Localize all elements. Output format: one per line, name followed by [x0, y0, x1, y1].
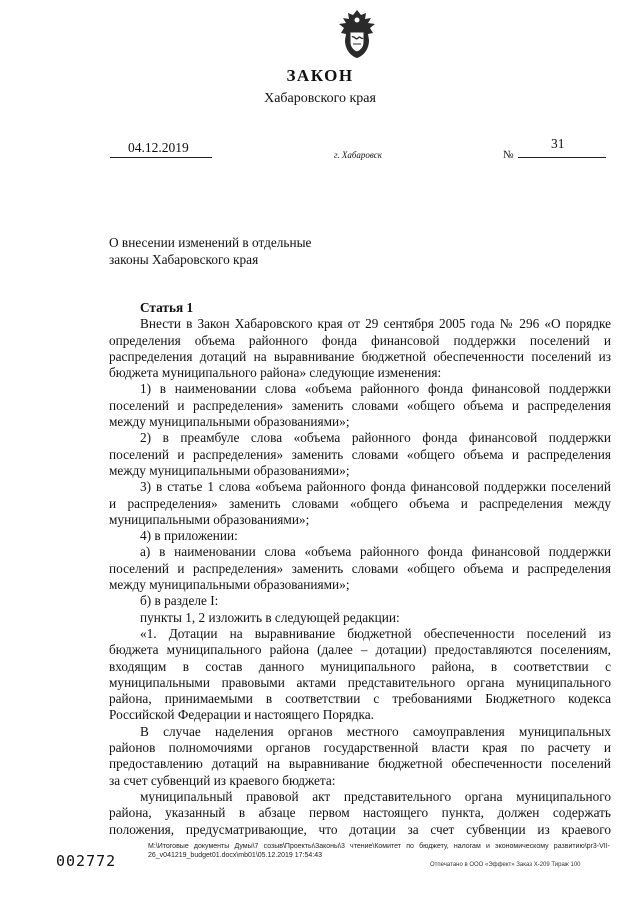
- body-line: предоставлению дотаций на выравнивание бюджетной обеспеченности поселений: [109, 756, 611, 772]
- body-line: 2) в преамбуле слова «объема районного фонда финансовой поддержки: [140, 430, 611, 446]
- document-city: г. Хабаровск: [334, 150, 382, 160]
- file-path-line: М:\Итоговые документы Думы\7 созыв\Проекты\Законы\3 чтение\Комитет по бюджету, налогам и экономическому развитию\pr3-VII-: [148, 843, 610, 850]
- number-underline: [518, 157, 606, 158]
- document-subtitle: Хабаровского края: [264, 91, 376, 106]
- body-line: районов полномочиями органов государственной власти края по расчету и: [109, 740, 611, 756]
- body-line: пункты 1, 2 изложить в следующей редакции:: [140, 609, 400, 625]
- body-line: за счет субвенций из краевого бюджета:: [109, 772, 336, 788]
- body-line: 4) в приложении:: [140, 528, 238, 544]
- body-line: муниципальными образованиями»;: [109, 511, 310, 527]
- body-line: положения, предусматривающие, что дотации за счет субвенции из краевого: [109, 821, 611, 837]
- body-line: Внести в Закон Хабаровского края от 29 сентября 2005 года № 296 «О порядке: [140, 316, 611, 332]
- body-line: бюджета муниципального района» следующие изменения:: [109, 365, 442, 381]
- body-line: и распределения» заменить словами «общего объема и распределения между: [109, 495, 611, 511]
- law-body: [109, 300, 611, 838]
- file-path-footer: [148, 843, 610, 860]
- date-underline: [110, 157, 212, 158]
- body-line: б) в разделе I:: [140, 593, 219, 609]
- body-line: поселений и распределения» заменить словами «общего объема и распределения: [109, 446, 611, 462]
- body-line: «1. Дотации на выравнивание бюджетной обеспеченности поселений из: [140, 625, 611, 641]
- body-line: муниципальными правовыми актами представительного органа муниципального: [109, 674, 611, 690]
- body-line: между муниципальными образованиями»;: [109, 577, 350, 593]
- heading-line: законы Хабаровского края: [109, 252, 259, 267]
- body-line: Российской Федерации и настоящего Порядка.: [109, 707, 374, 723]
- body-line: 1) в наименовании слова «объема районного фонда финансовой поддержки: [140, 381, 611, 397]
- body-line: поселений и распределения» заменить словами «общего объема и распределения: [109, 560, 611, 576]
- law-heading: [109, 234, 311, 268]
- body-line: муниципальный правовой акт представительного органа муниципального: [140, 788, 611, 804]
- body-line: а) в наименовании слова «объема районного фонда финансовой поддержки: [140, 544, 611, 560]
- body-line: поселений и распределения» заменить словами «общего объема и распределения: [109, 397, 611, 413]
- heading-line: О внесении изменений в отдельные: [109, 235, 312, 250]
- coat-of-arms-emblem: [335, 8, 379, 60]
- number-sign: №: [503, 149, 514, 161]
- document-number: 31: [551, 136, 565, 151]
- body-line: бюджета муниципального района (далее – дотации) предоставляются поселениям,: [109, 642, 611, 658]
- body-line: 3) в статье 1 слова «объема районного фонда финансовой поддержки поселений: [140, 479, 611, 495]
- document-title: ЗАКОН: [286, 66, 354, 85]
- body-line: В случае наделения органов местного самоуправления муниципальных: [140, 723, 611, 739]
- body-line: между муниципальными образованиями»;: [109, 414, 350, 430]
- body-line: определения объема районного фонда финансовой поддержки поселений и: [109, 332, 611, 348]
- body-line: района, принимаемыми в соответствии с требованиями Бюджетного кодекса: [109, 691, 611, 707]
- body-line: между муниципальными образованиями»;: [109, 462, 350, 478]
- article-title: Статья 1: [140, 300, 194, 315]
- body-line: распределения дотаций на выравнивание бюджетной обеспеченности поселений из: [109, 348, 611, 364]
- printer-note: Отпечатано в ООО «Эффект» Заказ Х-209 Тираж 100: [430, 862, 581, 868]
- body-line: входящим в состав данного муниципального района, в соответствии с: [109, 658, 611, 674]
- body-line: района, указанный в абзаце первом настоящего пункта, должен содержать: [109, 805, 611, 821]
- serial-number: 002772: [56, 852, 117, 870]
- file-path-line: 26_v041219_budget01.docx\mb01\05.12.2019 17:54:43: [148, 851, 322, 859]
- document-date: 04.12.2019: [128, 140, 189, 155]
